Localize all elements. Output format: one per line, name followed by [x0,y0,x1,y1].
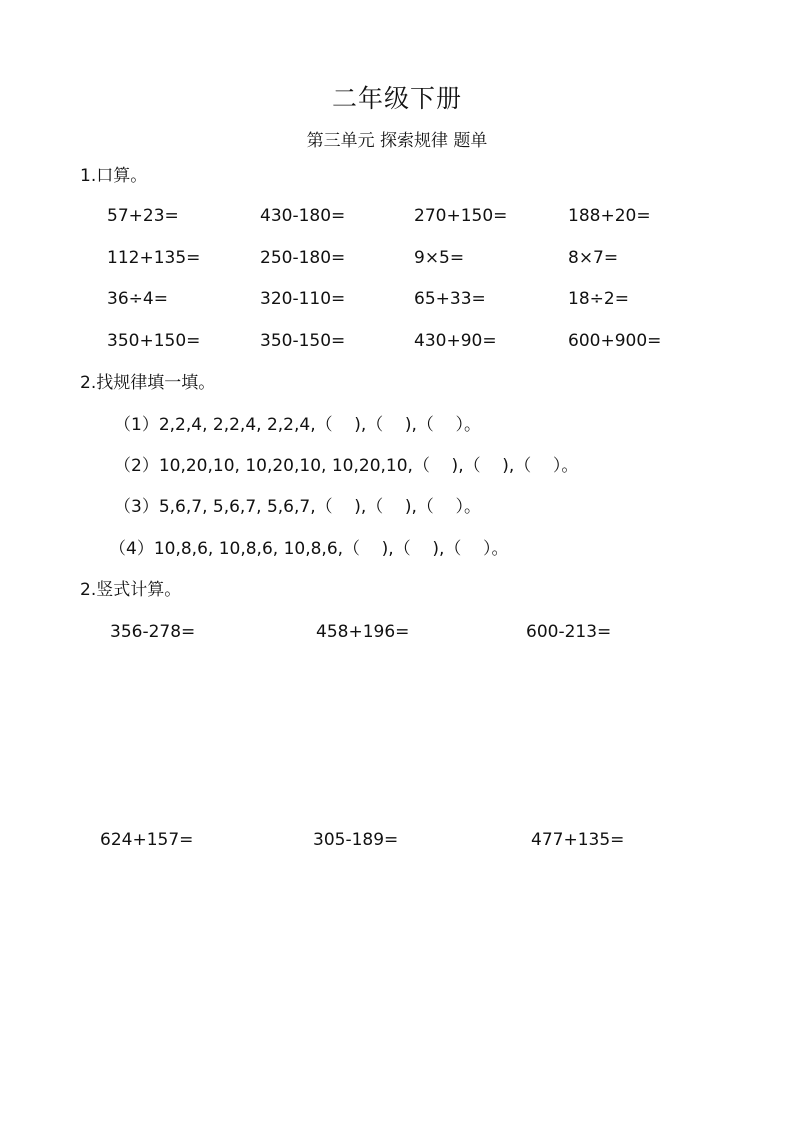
page-title: 二年级下册 [331,84,462,113]
mental-math-problem: 112+135= [107,247,201,268]
mental-math-problem: 188+20= [568,206,651,226]
mental-math-row [107,206,727,248]
mental-math-problem: 8×7= [568,247,619,268]
mental-math-problem: 350+150= [107,330,201,351]
mental-math-problem: 57+23= [107,206,179,226]
mental-math-row [107,331,727,373]
vertical-calc-problem: 305-189= [313,830,399,850]
vertical-calc-problem: 600-213= [526,622,612,642]
section2-heading: 2.找规律填一填。 [80,373,216,393]
section3-heading: 2.竖式计算。 [80,580,182,600]
mental-math-row [107,289,727,331]
section1-heading: 1.口算。 [80,166,148,186]
mental-math-grid [107,206,727,372]
mental-math-row [107,248,727,290]
vertical-calc-problem: 477+135= [531,830,625,850]
page-subtitle: 第三单元 探索规律 题单 [306,131,488,151]
mental-math-problem: 430-180= [260,206,346,226]
pattern-question-2: （2）10,20,10, 10,20,10, 10,20,10,（ ),（ ),（ ）。 [114,456,579,476]
mental-math-problem: 250-180= [260,247,346,268]
mental-math-problem: 9×5= [414,247,465,268]
pattern-question-1: （1）2,2,4, 2,2,4, 2,2,4,（ ),（ ),（ ）。 [114,415,482,435]
vertical-calc-problem: 356-278= [110,622,196,642]
mental-math-problem: 430+90= [414,330,497,351]
pattern-question-3: （3）5,6,7, 5,6,7, 5,6,7,（ ),（ ),（ ）。 [114,497,482,517]
mental-math-problem: 320-110= [260,289,346,309]
mental-math-problem: 18÷2= [568,289,629,309]
mental-math-problem: 350-150= [260,330,346,351]
mental-math-problem: 600+900= [568,330,662,351]
vertical-calc-problem: 624+157= [100,830,194,850]
mental-math-problem: 65+33= [414,289,486,309]
pattern-question-4: （4）10,8,6, 10,8,6, 10,8,6,（ ),（ ),（ ）。 [109,539,509,559]
vertical-calc-problem: 458+196= [316,622,410,642]
mental-math-problem: 270+150= [414,206,508,226]
mental-math-problem: 36÷4= [107,289,168,309]
